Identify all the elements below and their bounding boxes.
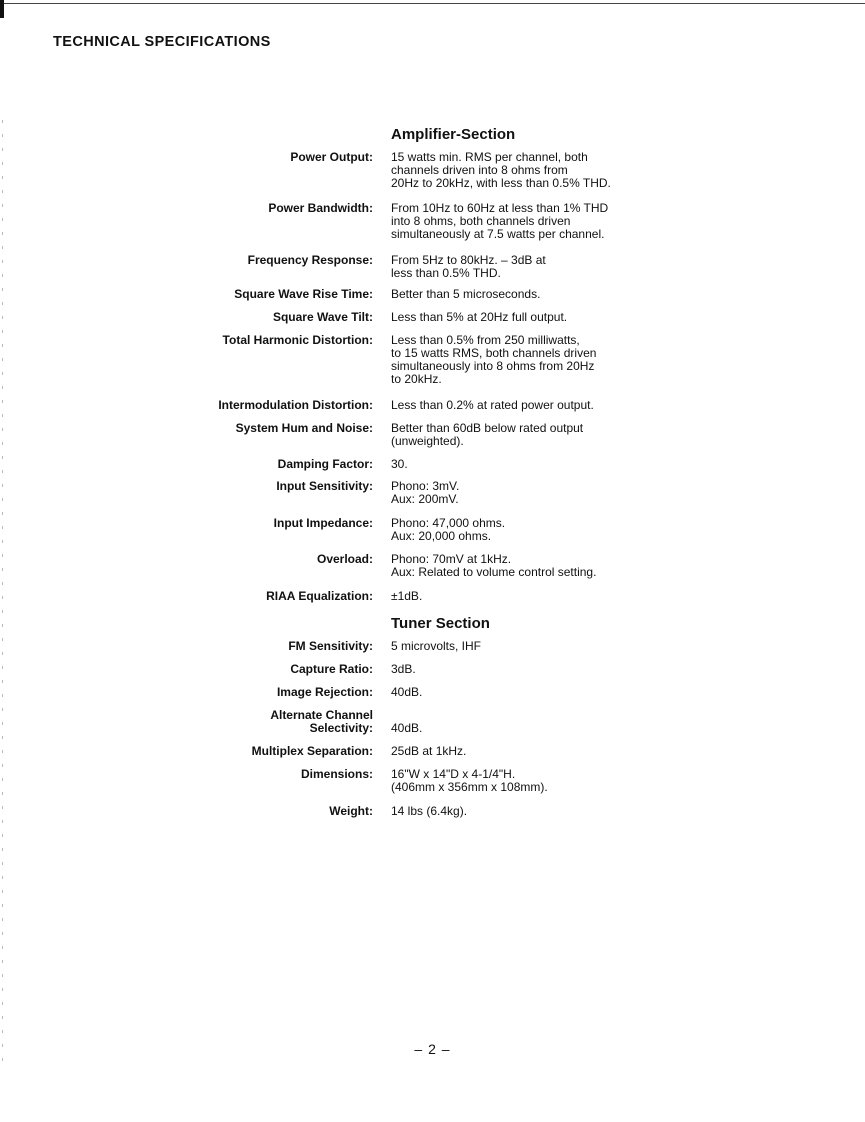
spec-value: 40dB. xyxy=(391,721,423,735)
page-number: – 2 – xyxy=(414,1041,451,1057)
spec-value: Better than 5 microseconds. xyxy=(391,287,541,301)
spec-label: System Hum and Noise: xyxy=(235,421,373,435)
spec-label: Overload: xyxy=(316,552,373,566)
spec-value: 15 watts min. RMS per channel, both channels driven into 8 ohms from 20Hz to 20kHz, with less than 0.5% THD. xyxy=(391,150,611,190)
spec-label: Dimensions: xyxy=(300,767,373,781)
page-title: TECHNICAL SPECIFICATIONS xyxy=(53,34,271,50)
spec-value: Better than 60dB below rated output (unweighted). xyxy=(391,421,584,448)
spec-label: Damping Factor: xyxy=(277,457,373,471)
spec-value: From 10Hz to 60Hz at less than 1% THD into 8 ohms, both channels driven simultaneously at 7.5 watts per channel. xyxy=(391,201,609,241)
spec-value: 25dB at 1kHz. xyxy=(391,744,467,758)
corner-mark xyxy=(0,0,4,18)
spec-label: Input Impedance: xyxy=(273,516,373,530)
spec-label: Intermodulation Distortion: xyxy=(218,398,373,412)
tuner-section-heading: Tuner Section xyxy=(391,615,490,632)
spec-value: 14 lbs (6.4kg). xyxy=(391,804,468,818)
spec-label: Input Sensitivity: xyxy=(276,479,373,493)
spec-label: Image Rejection: xyxy=(276,685,373,699)
spec-value: Phono: 3mV. Aux: 200mV. xyxy=(391,479,460,506)
spec-label: Frequency Response: xyxy=(247,253,373,267)
spec-label: Square Wave Tilt: xyxy=(272,310,373,324)
spec-label: RIAA Equalization: xyxy=(266,589,373,603)
amplifier-section-heading: Amplifier-Section xyxy=(391,126,516,143)
spec-label: Square Wave Rise Time: xyxy=(234,287,373,301)
spec-value: 16"W x 14"D x 4-1/4"H. (406mm x 356mm x 108mm). xyxy=(391,767,548,794)
spec-label: Power Output: xyxy=(290,150,373,164)
spec-value: 5 microvolts, IHF xyxy=(391,639,482,653)
spec-label: Weight: xyxy=(329,804,373,818)
spec-value: Phono: 47,000 ohms. Aux: 20,000 ohms. xyxy=(391,516,506,543)
spec-value: Less than 0.2% at rated power output. xyxy=(391,398,594,412)
spec-value: Less than 0.5% from 250 milliwatts, to 15 watts RMS, both channels driven simultaneously into 8 ohms from 20Hz to 20kHz. xyxy=(391,333,597,386)
left-edge-marks xyxy=(2,120,3,1070)
spec-value: 30. xyxy=(391,457,408,471)
spec-label: Power Bandwidth: xyxy=(268,201,373,215)
spec-label: Capture Ratio: xyxy=(290,662,373,676)
spec-label: FM Sensitivity: xyxy=(288,639,373,653)
spec-label: Multiplex Separation: xyxy=(251,744,373,758)
spec-value: ±1dB. xyxy=(391,589,423,603)
spec-value: 3dB. xyxy=(391,662,416,676)
spec-value: From 5Hz to 80kHz. – 3dB at less than 0.5% THD. xyxy=(391,253,546,280)
spec-value: Less than 5% at 20Hz full output. xyxy=(391,310,568,324)
top-border-line xyxy=(0,3,865,4)
spec-label: Total Harmonic Distortion: xyxy=(222,333,373,347)
spec-value: Phono: 70mV at 1kHz. Aux: Related to volume control setting. xyxy=(391,552,597,579)
spec-value: 40dB. xyxy=(391,685,423,699)
spec-label: Alternate Channel Selectivity: xyxy=(270,708,373,735)
